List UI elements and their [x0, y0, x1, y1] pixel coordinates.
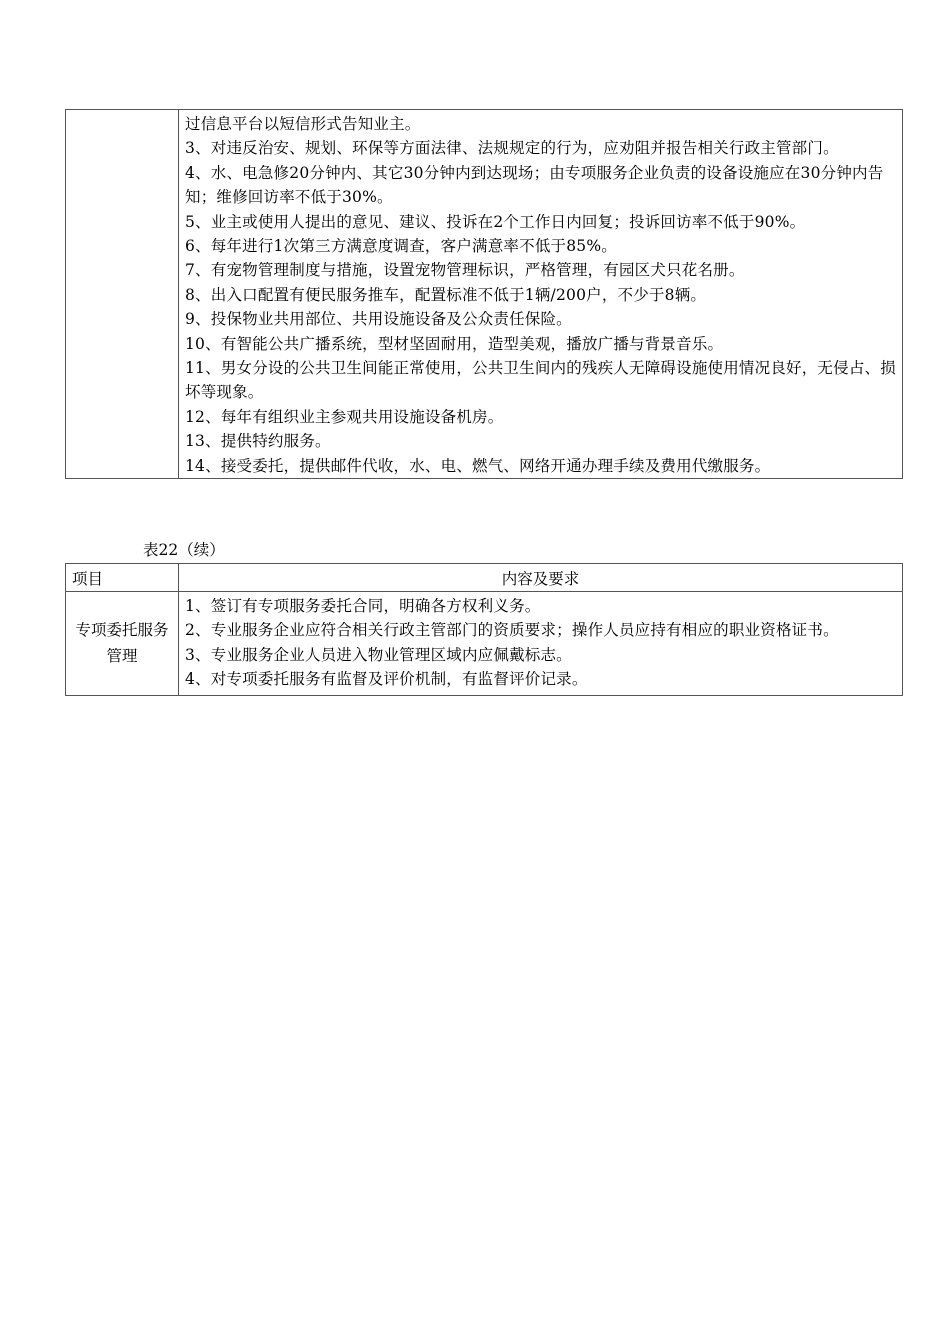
list-item: 14、接受委托，提供邮件代收，水、电、燃气、网络开通办理手续及费用代缴服务。 — [185, 456, 771, 475]
list-item: 11、男女分设的公共卫生间能正常使用，公共卫生间内的残疾人无障碍设施使用情况良好，无侵占、损坏等现象。 — [185, 359, 896, 402]
list-item: 2、专业服务企业应符合相关行政主管部门的资质要求；操作人员应持有相应的职业资格证书。 — [185, 621, 839, 640]
requirements-table-continued — [65, 109, 903, 479]
list-item: 1、签订有专项服务委托合同，明确各方权利义务。 — [185, 597, 541, 615]
list-item: 3、专业服务企业人员进入物业管理区域内应佩戴标志。 — [185, 645, 572, 664]
list-item: 5、业主或使用人提出的意见、建议、投诉在2个工作日内回复；投诉回访率不低于90%。 — [185, 212, 806, 231]
item-label: 专项委托服务管理 — [66, 592, 179, 696]
list-item: 13、提供特约服务。 — [185, 432, 331, 451]
list-item: 4、水、电急修20分钟内、其它30分钟内到达现场；由专项服务企业负责的设备设施应在30分钟内告知；维修回访率不低于30%。 — [185, 163, 884, 207]
list-item: 9、投保物业共用部位、共用设施设备及公众责任保险。 — [185, 310, 572, 329]
header-content: 内容及要求 — [179, 564, 903, 592]
content-cell — [179, 110, 903, 479]
list-item: 8、出入口配置有便民服务推车，配置标准不低于1辆/200户，不少于8辆。 — [185, 285, 707, 304]
content-cell — [179, 592, 903, 696]
item-cell-empty — [66, 110, 179, 479]
table-row — [66, 110, 903, 479]
list-item: 10、有智能公共广播系统，型材坚固耐用，造型美观，播放广播与背景音乐。 — [185, 334, 724, 353]
table-row — [66, 592, 903, 696]
header-item: 项目 — [66, 564, 179, 592]
list-item: 4、对专项委托服务有监督及评价机制，有监督评价记录。 — [185, 670, 588, 689]
table-header-row — [66, 564, 903, 592]
requirements-table — [65, 563, 903, 696]
list-item: 12、每年有组织业主参观共用设施设备机房。 — [185, 407, 504, 426]
list-item: 过信息平台以短信形式告知业主。 — [185, 115, 421, 133]
table-caption: 表22（续） — [143, 541, 225, 559]
list-item: 7、有宠物管理制度与措施，设置宠物管理标识，严格管理，有园区犬只花名册。 — [185, 261, 745, 280]
list-item: 6、每年进行1次第三方满意度调查，客户满意率不低于85%。 — [185, 237, 617, 256]
list-item: 3、对违反治安、规划、环保等方面法律、法规规定的行为，应劝阻并报告相关行政主管部门。 — [185, 139, 839, 158]
